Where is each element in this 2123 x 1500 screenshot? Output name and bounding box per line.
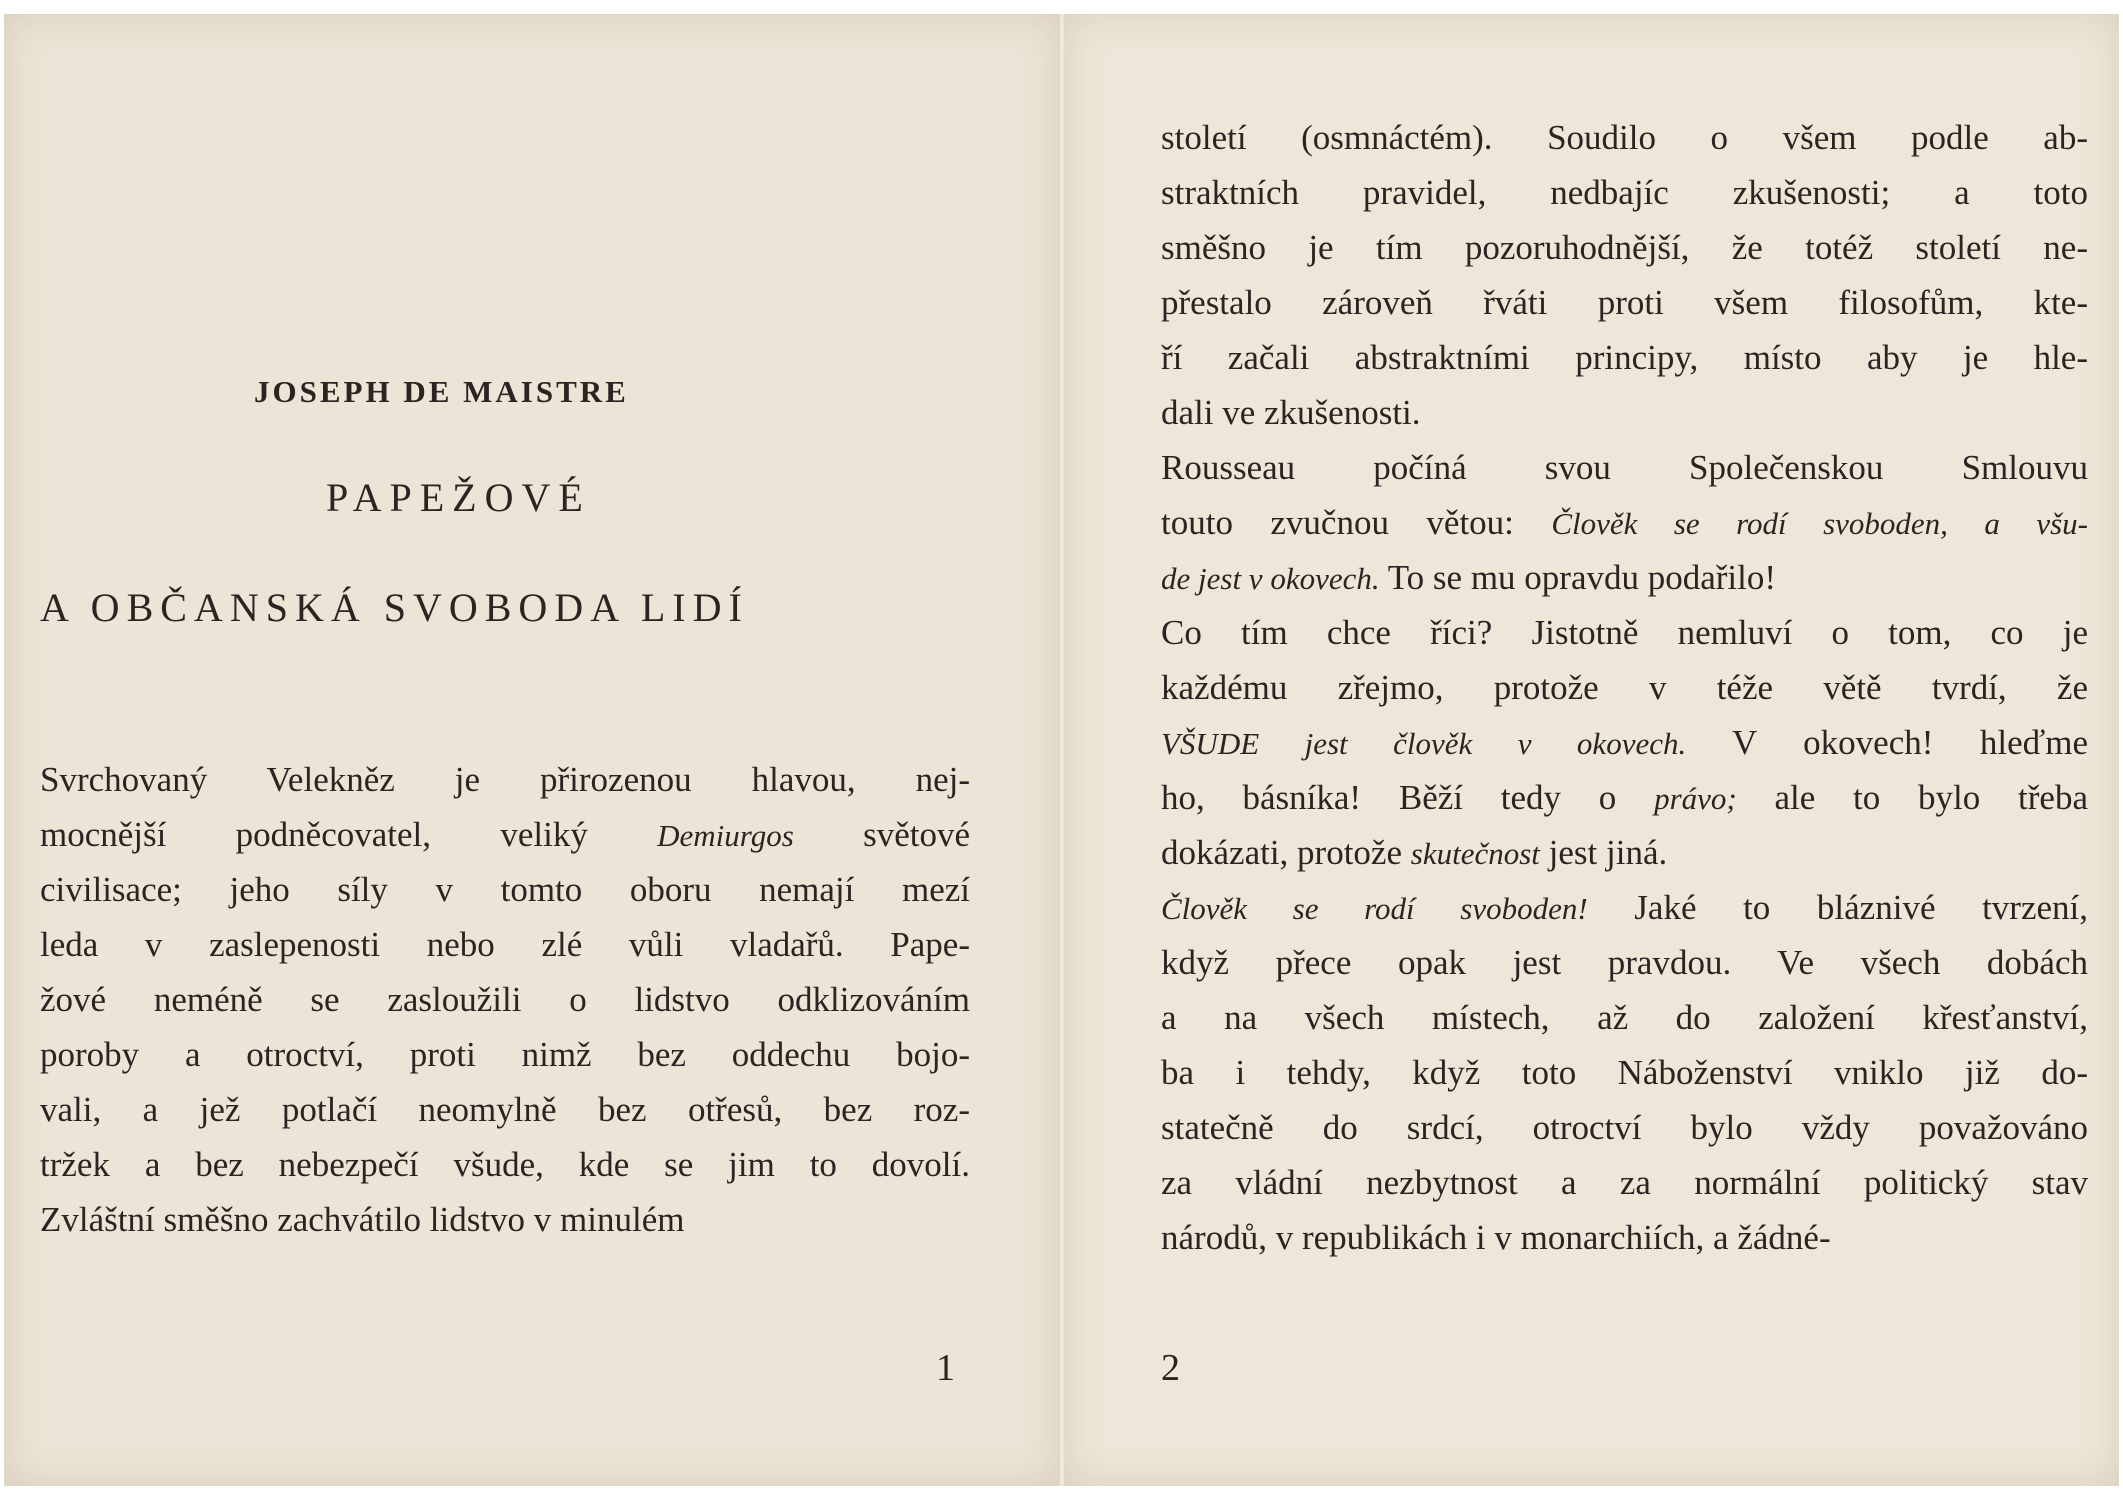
right-body-text-segment: Jaké to bláznivé tvrzení, (1587, 888, 2089, 927)
right-body-text-segment: jest jiná. (1539, 833, 1668, 872)
page-number-left: 1 (936, 1347, 955, 1389)
right-body-line: a na všech místech, až do založení křesťanství, (1161, 998, 2088, 1037)
right-body-line (1161, 825, 2088, 880)
right-body-italic-phrase: VŠUDE jest člověk v okovech. (1161, 726, 1687, 761)
right-body-text-segment: touto zvučnou větou: (1161, 503, 1552, 542)
right-body-line (1161, 495, 2088, 550)
left-body-line: žové neméně se zasloužili o lidstvo odklizováním (40, 980, 970, 1019)
left-body-line: civilisace; jeho síly v tomto oboru nemají mezí (40, 870, 970, 909)
left-body-text-segment: světové (793, 815, 970, 854)
right-body-line (1161, 550, 2088, 605)
right-body-italic-phrase: Člověk se rodí svoboden! (1161, 891, 1588, 926)
right-body-line: každému zřejmo, protože v téže větě tvrdí, že (1161, 668, 2088, 707)
left-body-line: vali, a jež potlačí neomylně bez otřesů, bez roz- (40, 1090, 970, 1129)
right-body-italic-phrase: právo; (1654, 781, 1737, 816)
page-number-right: 2 (1161, 1347, 1180, 1389)
right-body-line: když přece opak jest pravdou. Ve všech dobách (1161, 943, 2088, 982)
right-body-text-segment: ale to bylo třeba (1736, 778, 2088, 817)
right-body-line: přestalo zároveň řváti proti všem filosofům, kte- (1161, 283, 2088, 322)
left-page (4, 14, 1060, 1486)
left-body-line: Svrchovaný Velekněz je přirozenou hlavou, nej- (40, 760, 970, 799)
right-body-line: ří začali abstraktními principy, místo aby je hle- (1161, 338, 2088, 377)
right-body-line: dali ve zkušenosti. (1161, 393, 1421, 432)
left-body-line: leda v zaslepenosti nebo zlé vůli vladařů. Pape- (40, 925, 970, 964)
right-body-line: století (osmnáctém). Soudilo o všem podle ab- (1161, 118, 2088, 157)
right-body-line: statečně do srdcí, otroctví bylo vždy považováno (1161, 1108, 2088, 1147)
right-body-line: směšno je tím pozoruhodnější, že totéž století ne- (1161, 228, 2088, 267)
right-body-line: za vládní nezbytnost a za normální politický stav (1161, 1163, 2088, 1202)
left-page-body (40, 752, 970, 1247)
right-body-line (1161, 715, 2088, 770)
right-body-line: Rousseau počíná svou Společenskou Smlouvu (1161, 448, 2088, 487)
title-line-1: PAPEŽOVÉ (326, 475, 591, 520)
left-body-italic-phrase: Demiurgos (657, 818, 794, 853)
right-body-text-segment: dokázati, protože (1161, 833, 1411, 872)
right-body-line: národů, v republikách i v monarchiích, a žádné- (1161, 1218, 1831, 1257)
right-body-line (1161, 770, 2088, 825)
right-body-italic-phrase: de jest v okovech. (1161, 561, 1380, 596)
right-body-italic-phrase: skutečnost (1410, 836, 1540, 871)
right-body-text-segment: ho, básníka! Běží tedy o (1161, 778, 1655, 817)
left-body-line: tržek a bez nebezpečí všude, kde se jim to dovolí. (40, 1145, 970, 1184)
left-body-line: Zvláštní směšno zachvátilo lidstvo v minulém (40, 1200, 685, 1239)
left-body-line (40, 807, 970, 862)
right-body-line: Co tím chce říci? Jistotně nemluví o tom, co je (1161, 613, 2088, 652)
right-body-line (1161, 880, 2088, 935)
left-body-text-segment: mocnější podněcovatel, veliký (40, 815, 658, 854)
right-page-body (1161, 110, 2088, 1265)
author-name: JOSEPH DE MAISTRE (254, 374, 629, 409)
right-body-line: ba i tehdy, když toto Náboženství vniklo již do- (1161, 1053, 2088, 1092)
right-body-text-segment: To se mu opravdu podařilo! (1379, 558, 1777, 597)
left-body-line: poroby a otroctví, proti nimž bez oddechu bojo- (40, 1035, 970, 1074)
right-body-text-segment: V okovech! hleďme (1686, 723, 2088, 762)
title-line-2: A OBČANSKÁ SVOBODA LIDÍ (40, 585, 749, 630)
right-body-italic-phrase: Člověk se rodí svoboden, a všu- (1551, 506, 2088, 541)
right-body-line: straktních pravidel, nedbajíc zkušenosti; a toto (1161, 173, 2088, 212)
